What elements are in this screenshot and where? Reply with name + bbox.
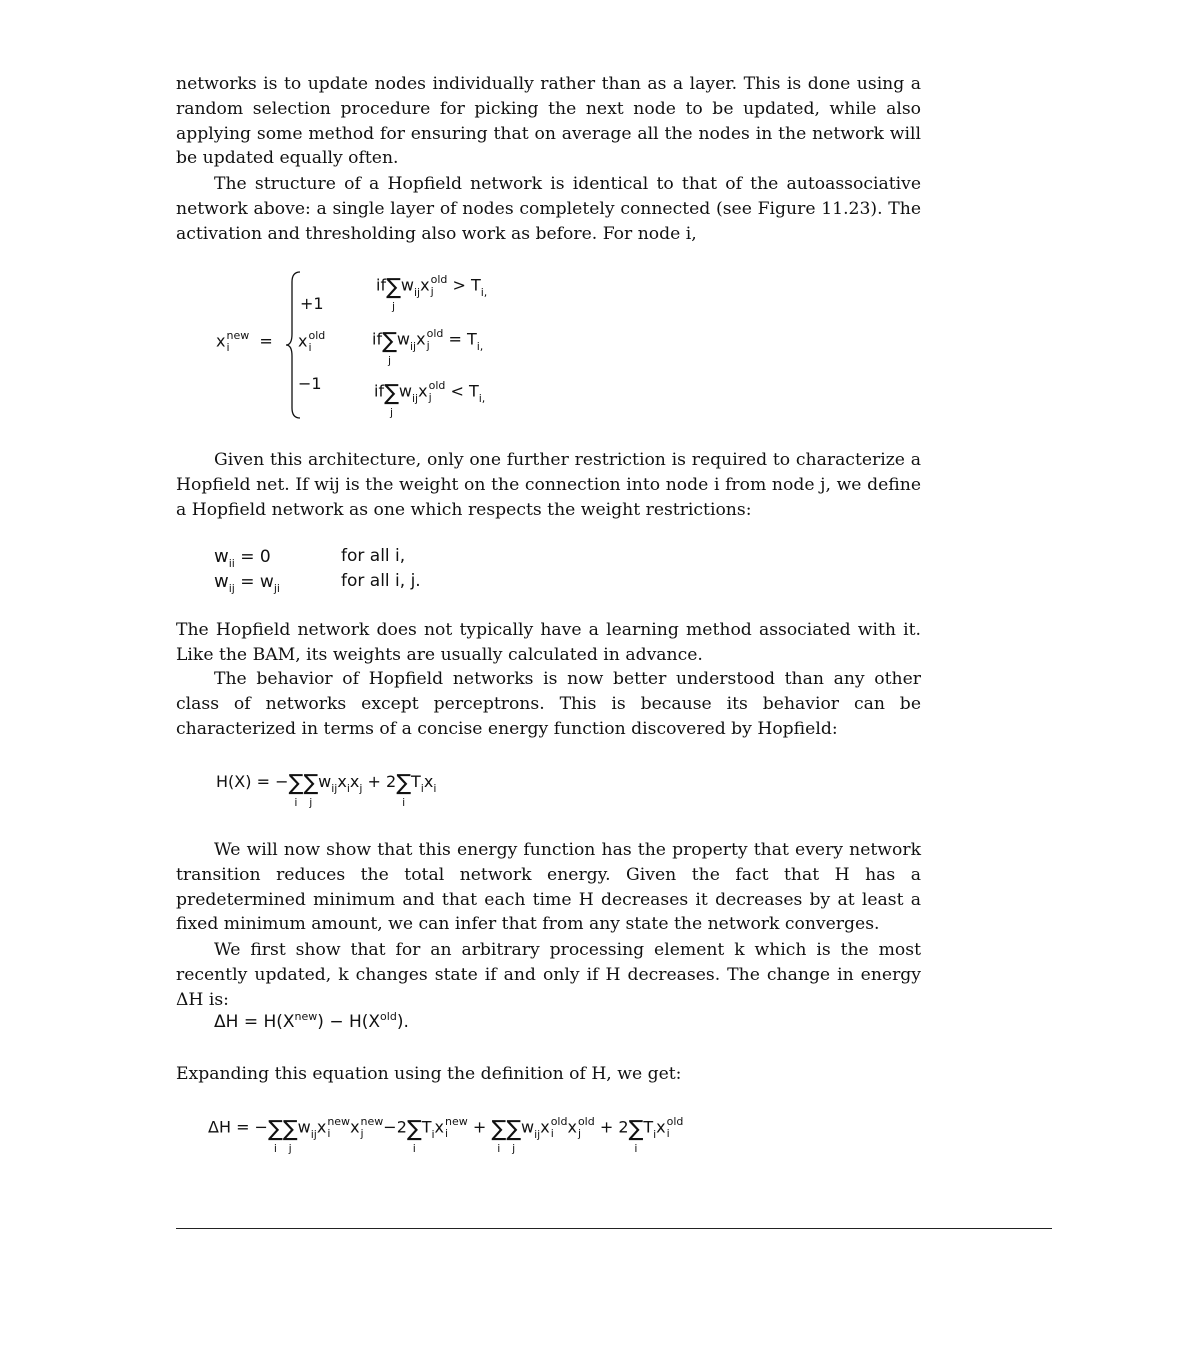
- paragraph-5: The behavior of Hopfield networks is now better understood than any other class of networks except perceptrons. This is because its behavior can be characterized in terms of a concise energy function discovered by Hopfield:: [176, 669, 921, 739]
- restriction-1-cond: for all i,: [341, 546, 406, 566]
- paragraph-1: networks is to update nodes individually rather than as a layer. This is done using a random selection procedure for picking the next node to be updated, while also applying some method for ensuring that on average all the nodes in the network will be updated equally often.: [176, 74, 921, 169]
- lhs-sub: i: [226, 341, 230, 354]
- paragraph-7: We first show that for an arbitrary processing element k which is the most recently updated, k changes state if and only if H decreases. The change in energy ΔH is:: [176, 940, 921, 1010]
- equals-sign: =: [259, 331, 273, 351]
- restriction-1-lhs: $w_{ii} = 0$: [214, 546, 271, 570]
- paragraph-3: Given this architecture, only one further restriction is required to characterize a Hopfield net. If wij is the weight on the connection into node i from node j, we define a Hopfield network as one which respects the weight restrictions:: [176, 450, 921, 520]
- lhs-var: x: [216, 331, 226, 351]
- case-1-value: +1: [300, 294, 324, 313]
- paragraph-6: We will now show that this energy function has the property that every network transition reduces the total network energy. Given the fact that H has a predetermined minimum and that each time H decreases it decreases by at least a fixed minimum amount, we can infer that from any state the network converges.: [176, 840, 921, 935]
- case-3-condition: if∑ j $w_{ij}x$ old j < $T_{i,}$: [374, 379, 486, 419]
- footer-rule: [176, 1228, 1052, 1229]
- equation-delta-h: $\Delta H = H(X^{new}) - H(X^{old})$.: [214, 1010, 409, 1032]
- equation-energy: H(X) = −∑ i ∑ j $w_{ij}x_ix_j + 2\sum$ i $T_ix_i$: [216, 771, 437, 809]
- paragraph-2: The structure of a Hopfield network is identical to that of the autoassociative network above: a single layer of nodes completely connected (see Figure 11.23). The activation and thresholding also work as before. For node i,: [176, 174, 921, 244]
- paragraph-8: Expanding this equation using the definition of H, we get:: [176, 1064, 682, 1084]
- equation-delta-h-expanded: ΔH = −∑ i ∑ j $w_{ij}x$ new i x new j −2∑ i $T_ix$ new i + ∑ i ∑ j $w_{ij}x$ old i x old j + 2∑ i $T_ix$ old i: [208, 1115, 684, 1155]
- lhs-sup: new: [226, 329, 250, 342]
- paragraph-4: The Hopfield network does not typically have a learning method associated with it. Like the BAM, its weights are usually calculated in advance.: [176, 620, 921, 665]
- case-2-value: x old i: [298, 329, 326, 354]
- case-2-condition: if∑ j $w_{ij}x$ old j = $T_{i,}$: [372, 327, 484, 367]
- case-3-value: −1: [298, 374, 322, 393]
- restriction-2-lhs: $w_{ij} = w_{ji}$: [214, 571, 280, 595]
- case-1-condition: if∑ j $w_{ij}x$ old j > $T_{i,}$: [376, 273, 488, 313]
- restriction-2-cond: for all i, j.: [341, 571, 421, 591]
